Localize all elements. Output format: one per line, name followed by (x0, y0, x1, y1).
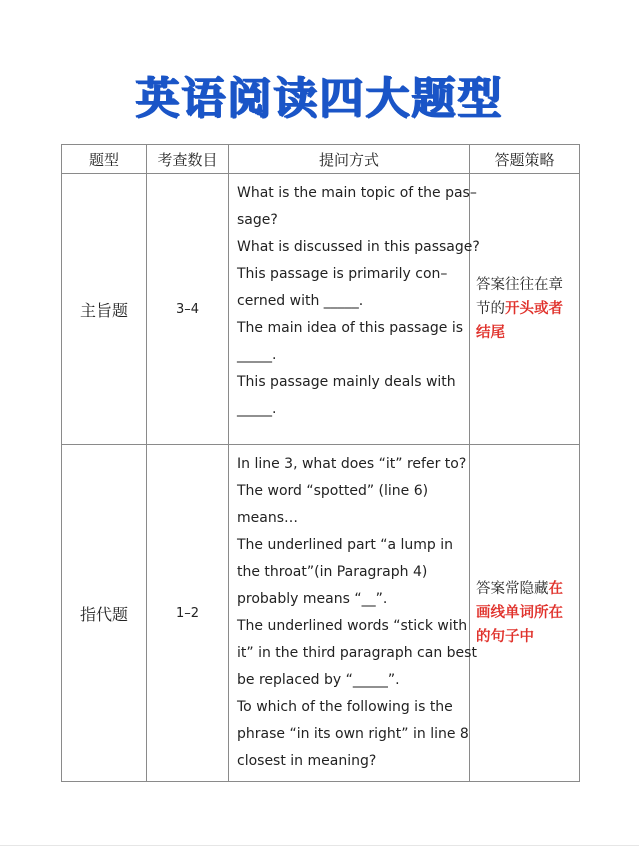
question-line: What is discussed in this passage? (237, 239, 480, 255)
strategy-text: 节的 (476, 301, 505, 317)
question-line: The underlined part “a lump in (237, 537, 454, 553)
question-line: the throat”(in Paragraph 4) (237, 564, 428, 580)
answer-strategy (470, 445, 580, 782)
question-line: closest in meaning? (237, 753, 377, 769)
strategy-highlight: 的句子中 (476, 629, 534, 645)
answer-strategy (470, 174, 580, 445)
question-line: it” in the third paragraph can best (237, 645, 477, 661)
question-line: The word “spotted” (line 6) (237, 483, 429, 499)
question-line: _____. (237, 347, 277, 363)
question-line: In line 3, what does “it” refer to? (237, 456, 467, 472)
question-count: 1–2 (147, 445, 229, 782)
question-type: 主旨题 (62, 174, 147, 445)
question-type: 指代题 (62, 445, 147, 782)
strategy-highlight: 画线单词所在 (476, 605, 563, 621)
question-line: The main idea of this passage is (237, 320, 464, 336)
strategy-line (476, 577, 573, 601)
header-type: 题型 (62, 145, 147, 174)
question-phrasings (229, 445, 477, 782)
strategy-line (476, 601, 573, 625)
question-line: cerned with _____. (237, 293, 364, 309)
question-line: phrase “in its own right” in line 8 (237, 726, 469, 742)
question-line: _____. (237, 401, 277, 417)
strategy-line (476, 273, 573, 297)
header-strategy: 答题策略 (470, 145, 580, 174)
header-questions: 提问方式 (229, 145, 470, 174)
header-count: 考查数目 (147, 145, 229, 174)
strategy-line (476, 625, 573, 649)
question-count: 3–4 (147, 174, 229, 445)
question-line: To which of the following is the (237, 699, 453, 715)
strategy-highlight: 结尾 (476, 325, 505, 341)
strategy-line (476, 321, 573, 345)
strategy-line (476, 297, 573, 321)
question-line: This passage mainly deals with (237, 374, 456, 390)
question-types-table (61, 144, 580, 782)
strategy-highlight: 在 (548, 581, 563, 597)
question-line: This passage is primarily con– (237, 266, 448, 282)
question-line: probably means “__”. (237, 591, 388, 607)
question-line: means… (237, 510, 298, 526)
question-line: be replaced by “_____”. (237, 672, 400, 688)
table-row (62, 445, 580, 782)
table-row (62, 174, 580, 445)
strategy-highlight: 开头或者 (505, 301, 563, 317)
strategy-text: 答案往往在章 (476, 277, 563, 293)
strategy-text: 答案常隐藏 (476, 581, 549, 597)
divider (0, 845, 639, 846)
question-line: The underlined words “stick with (237, 618, 468, 634)
question-phrasings (229, 174, 480, 445)
question-line: sage? (237, 212, 278, 228)
question-line: What is the main topic of the pas– (237, 185, 477, 201)
table-header-row (62, 145, 580, 174)
page-title: 英语阅读四大题型 (135, 73, 504, 124)
